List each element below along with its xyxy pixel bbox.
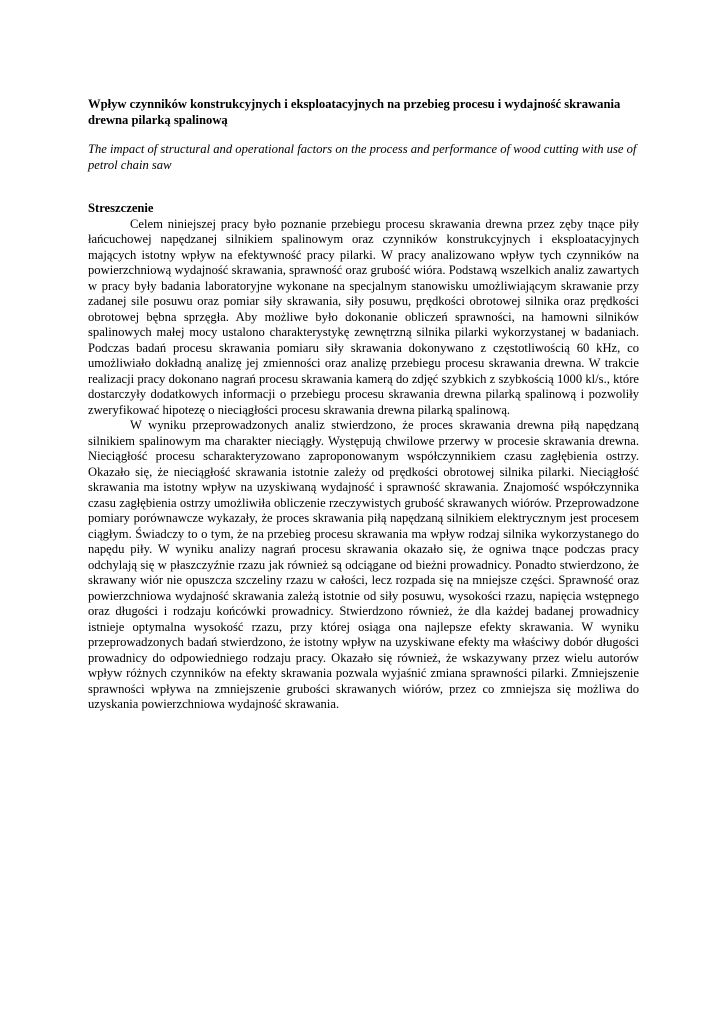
title-polish: Wpływ czynników konstrukcyjnych i eksploatacyjnych na przebieg procesu i wydajność skrawania drewna pilarką spalinową [88,97,621,127]
abstract-paragraph-1: Celem niniejszej pracy było poznanie przebiegu procesu skrawania drewna przez zęby tnące piły łańcuchowej napędzanej silnikiem spalinowym oraz czynników konstrukcyjnych i eksploatacyjnych mających istotny wpływ na efektywność pracy pilarki. W pracy analizowano wpływ tych czynników na powierzchniową wydajność skrawania, sprawność oraz grubość wióra. Podstawą wszelkich analiz zawartych w pracy były badania laboratoryjne wykonane na specjalnym stanowisku umożliwiającym skrawanie przy zadanej sile posuwu oraz pomiar siły skrawania, siły posuwu, prędkości obrotowej silnika oraz prędkości obrotowej bębna sprzęgła. Aby możliwe było dokonanie obliczeń sprawności, na hamowni silników spalinowych małej mocy ustalono charakterystykę zewnętrzną silnika pilarki wykorzystanej w badaniach. Podczas badań procesu skrawania pomiaru siły skrawania dokonywano z częstotliwością 60 kHz, co umożliwiało dokładną analizę jej zmienności oraz analizę przebiegu procesu skrawania drewna. W trakcie realizacji pracy dokonano nagrań procesu skrawania kamerą do zdjęć szybkich z szybkością 1000 kl/s., które dostarczyły dodatkowych informacji o przebiegu procesu skrawania drewna pilarką spalinową i pozwoliły zweryfikować hipotezę o nieciągłości procesu skrawania drewna pilarką spalinową. [88,216,639,417]
abstract-paragraph-2: W wyniku przeprowadzonych analiz stwierdzono, że proces skrawania drewna piłą napędzaną silnikiem spalinowym ma charakter nieciągły. Występują chwilowe przerwy w procesie skrawania drewna. Nieciągłość procesu scharakteryzowano zaproponowanym współczynnikiem czasu zagłębienia ostrzy. Okazało się, że nieciągłość skrawania istotnie zależy od prędkości obrotowej silnika pilarki. Nieciągłość skrawania ma istotny wpływ na uzyskiwaną wydajność i sprawność skrawania. Znajomość współczynnika czasu zagłębienia ostrzy umożliwiła obliczenie rzeczywistych grubość skrawanych wiórów. Przeprowadzone pomiary porównawcze wykazały, że proces skrawania piłą napędzaną silnikiem elektrycznym jest procesem ciągłym. Świadczy to o tym, że na przebieg procesu skrawania ma wpływ rodzaj silnika wykorzystanego do napędu piły. W wyniku analizy nagrań procesu skrawania okazało się, że ogniwa tnące podczas pracy odchylają się w płaszczyźnie rzazu jak również są odciągane od bieżni prowadnicy. Ponadto stwierdzono, że skrawany wiór nie opuszcza szczeliny rzazu w całości, lecz rozpada się na mniejsze części. Sprawność oraz powierzchniowa wydajność skrawania zależą istotnie od siły posuwu, wysokości rzazu, napięcia wstępnego oraz długości i rodzaju końcówki prowadnicy. Stwierdzono również, że dla każdej badanej prowadnicy istnieje optymalna wysokość rzazu, przy której osiąga ona najlepsze efekty skrawania. W wyniku przeprowadzonych badań stwierdzono, że istotny wpływ na uzyskiwane efekty ma właściwy dobór długości prowadnicy do odpowiedniego rodzaju pracy. Okazało się również, że wskazywany przez wielu autorów wpływ różnych czynników na efekty skrawania pozwala wyjaśnić zmiana sprawności pilarki. Zmniejszenie sprawności wpływa na zmniejszenie grubości skrawanych wiórów, przez co zmniejsza się możliwa do uzyskania powierzchniowa wydajność skrawania. [88,418,639,711]
abstract-heading: Streszczenie [88,201,154,215]
title-english: The impact of structural and operational factors on the process and performance of wood cutting with use of petrol chain saw [88,142,637,172]
document-page [88,97,639,713]
